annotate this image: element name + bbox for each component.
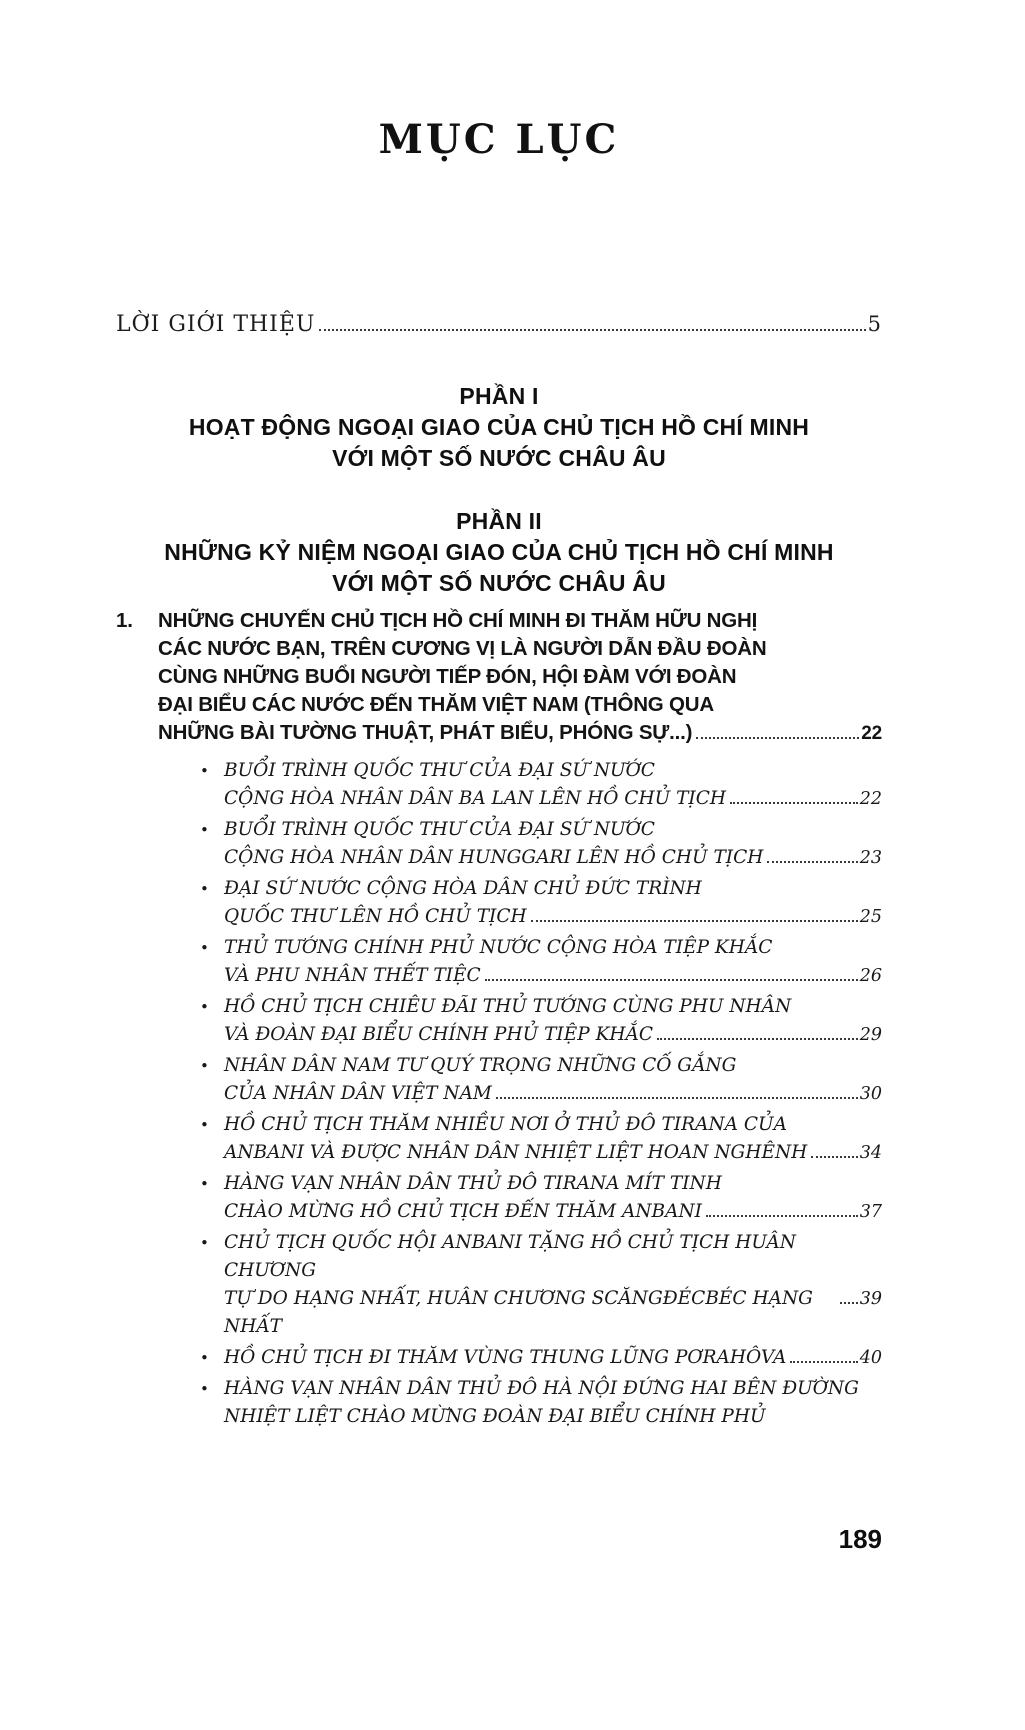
toc-bullet (116, 1229, 882, 1341)
toc-entry-line: CỘNG HÒA NHÂN DÂN HUNGGARI LÊN HỒ CHỦ TỊCH (224, 847, 764, 868)
book-page (0, 116, 1025, 1730)
dot-leader (840, 1302, 858, 1304)
page-title: MỤC LỤC (378, 116, 620, 163)
toc-bullet (116, 1052, 882, 1108)
toc-entry-line: CỦA NHÂN DÂN VIỆT NAM (224, 1083, 492, 1104)
toc-entry-line: VÀ PHU NHÂN THẾT TIỆC (224, 965, 481, 986)
toc-entry-line: HỒ CHỦ TỊCH CHIÊU ĐÃI THỦ TƯỚNG CÙNG PHU NHÂN (224, 996, 792, 1017)
toc-entry-page: 5 (867, 312, 882, 336)
entry-line: CÁC NƯỚC BẠN, TRÊN CƯƠNG VỊ LÀ NGƯỜI DẪN ĐẦU ĐOÀN (158, 637, 767, 660)
dot-leader (531, 920, 858, 922)
toc-entry-line: HÀNG VẠN NHÂN DÂN THỦ ĐÔ TIRANA MÍT TINH (224, 1173, 722, 1194)
bullet-icon: • (200, 998, 209, 1016)
toc-entry-line: HỒ CHỦ TỊCH THĂM NHIỀU NƠI Ở THỦ ĐÔ TIRANA CỦA (224, 1114, 788, 1135)
toc-entry-page: 34 (859, 1143, 882, 1163)
entry-leader-line (158, 719, 882, 748)
toc-entry-line: VÀ ĐOÀN ĐẠI BIỂU CHÍNH PHỦ TIỆP KHẮC (224, 1024, 654, 1045)
toc-entry-line: ANBANI VÀ ĐƯỢC NHÂN DÂN NHIỆT LIỆT HOAN NGHÊNH (224, 1142, 808, 1163)
toc-bullet (116, 1375, 882, 1431)
toc-entry-line: NHIỆT LIỆT CHÀO MỪNG ĐOÀN ĐẠI BIỂU CHÍNH PHỦ (224, 1406, 766, 1427)
bullet-icon: • (200, 1116, 209, 1134)
toc-entry-page: 26 (859, 966, 882, 986)
part1-title-line2: VỚI MỘT SỐ NƯỚC CHÂU ÂU (332, 445, 666, 471)
bullet-icon: • (200, 1349, 209, 1367)
dot-leader (811, 1156, 857, 1158)
toc-entry-line: CHỦ TỊCH QUỐC HỘI ANBANI TẶNG HỒ CHỦ TỊCH HUÂN CHƯƠNG (224, 1232, 796, 1281)
toc-content (0, 116, 1025, 1431)
entry-line: ĐẠI BIỂU CÁC NƯỚC ĐẾN THĂM VIỆT NAM (THÔNG QUA (158, 693, 715, 716)
dot-leader (790, 1361, 857, 1363)
entry-line: NHỮNG BÀI TƯỜNG THUẬT, PHÁT BIỂU, PHÓNG SỰ...) (158, 721, 693, 744)
part1-title-line1: HOẠT ĐỘNG NGOẠI GIAO CỦA CHỦ TỊCH HỒ CHÍ MINH (188, 414, 810, 440)
dot-leader (496, 1097, 858, 1099)
entry-line: NHỮNG CHUYẾN CHỦ TỊCH HỒ CHÍ MINH ĐI THĂM HỮU NGHỊ (158, 609, 758, 632)
toc-entry-1 (116, 607, 882, 748)
toc-bullet (116, 816, 882, 872)
toc-entry-line: HÀNG VẠN NHÂN DÂN THỦ ĐÔ HÀ NỘI ĐỨNG HAI BÊN ĐƯỜNG (224, 1378, 859, 1399)
bullet-icon: • (200, 1380, 209, 1398)
toc-entry-page: 22 (861, 723, 882, 744)
bullet-icon: • (200, 1175, 209, 1193)
toc-bullet (116, 1170, 882, 1226)
entry-body (158, 607, 882, 748)
toc-entry-intro (116, 312, 882, 337)
dot-leader (657, 1038, 858, 1040)
toc-entry-line: TỰ DO HẠNG NHẤT, HUÂN CHƯƠNG SCĂNGĐÉCBÉC HẠNG NHẤT (224, 1288, 813, 1337)
toc-bullet (116, 1344, 882, 1372)
toc-entry-page: 22 (859, 789, 882, 809)
toc-entry-page: 25 (859, 907, 882, 927)
part1-label: PHẦN I (459, 383, 539, 409)
toc-entry-line: BUỔI TRÌNH QUỐC THƯ CỦA ĐẠI SỨ NƯỚC (224, 819, 655, 840)
toc-bullet (116, 1111, 882, 1167)
folio-page-number: 189 (838, 1524, 882, 1554)
bullet-icon: • (200, 1057, 209, 1075)
toc-entry-line: BUỔI TRÌNH QUỐC THƯ CỦA ĐẠI SỨ NƯỚC (224, 760, 655, 781)
toc-entry-line: CỘNG HÒA NHÂN DÂN BA LAN LÊN HỒ CHỦ TỊCH (224, 788, 727, 809)
toc-entry-page: 37 (859, 1202, 882, 1222)
toc-entry-page: 23 (859, 848, 882, 868)
toc-entry-line: QUỐC THƯ LÊN HỒ CHỦ TỊCH (224, 906, 527, 927)
toc-bullet (116, 757, 882, 813)
dot-leader (696, 737, 859, 739)
toc-entry-label: LỜI GIỚI THIỆU (116, 312, 316, 337)
dot-leader (730, 802, 858, 804)
toc-bullet-list (116, 757, 882, 1431)
toc-entry-line: THỦ TƯỚNG CHÍNH PHỦ NƯỚC CỘNG HÒA TIỆP KHẮC (224, 937, 773, 958)
dot-leader (319, 329, 865, 331)
bullet-icon: • (200, 821, 209, 839)
toc-entry-line: HỒ CHỦ TỊCH ĐI THĂM VÙNG THUNG LŨNG PƠRAHÔVA (224, 1347, 787, 1368)
section-heading-part1 (116, 381, 882, 474)
bullet-icon: • (200, 762, 209, 780)
toc-entry-line: NHÂN DÂN NAM TƯ QUÝ TRỌNG NHỮNG CỐ GẮNG (224, 1055, 737, 1076)
toc-entry-page: 40 (859, 1348, 882, 1368)
toc-entry-page: 29 (859, 1025, 882, 1045)
toc-bullet (116, 875, 882, 931)
dot-leader (706, 1215, 858, 1217)
toc-entry-line: ĐẠI SỨ NƯỚC CỘNG HÒA DÂN CHỦ ĐỨC TRÌNH (224, 878, 702, 899)
bullet-icon: • (200, 880, 209, 898)
toc-entry-page: 30 (859, 1084, 882, 1104)
toc-bullet (116, 934, 882, 990)
part2-label: PHẦN II (456, 508, 542, 534)
toc-entry-page: 39 (859, 1289, 882, 1309)
dot-leader (767, 861, 857, 863)
dot-leader (485, 979, 858, 981)
section-heading-part2 (116, 506, 882, 599)
toc-bullet (116, 993, 882, 1049)
bullet-icon: • (200, 939, 209, 957)
part2-title-line1: NHỮNG KỶ NIỆM NGOẠI GIAO CỦA CHỦ TỊCH HỒ CHÍ MINH (164, 539, 834, 565)
entry-number: 1. (116, 609, 133, 632)
entry-line: CÙNG NHỮNG BUỔI NGƯỜI TIẾP ĐÓN, HỘI ĐÀM VỚI ĐOÀN (158, 665, 737, 688)
part2-title-line2: VỚI MỘT SỐ NƯỚC CHÂU ÂU (332, 570, 666, 596)
bullet-icon: • (200, 1234, 209, 1252)
toc-entry-line: CHÀO MỪNG HỒ CHỦ TỊCH ĐẾN THĂM ANBANI (224, 1201, 702, 1222)
